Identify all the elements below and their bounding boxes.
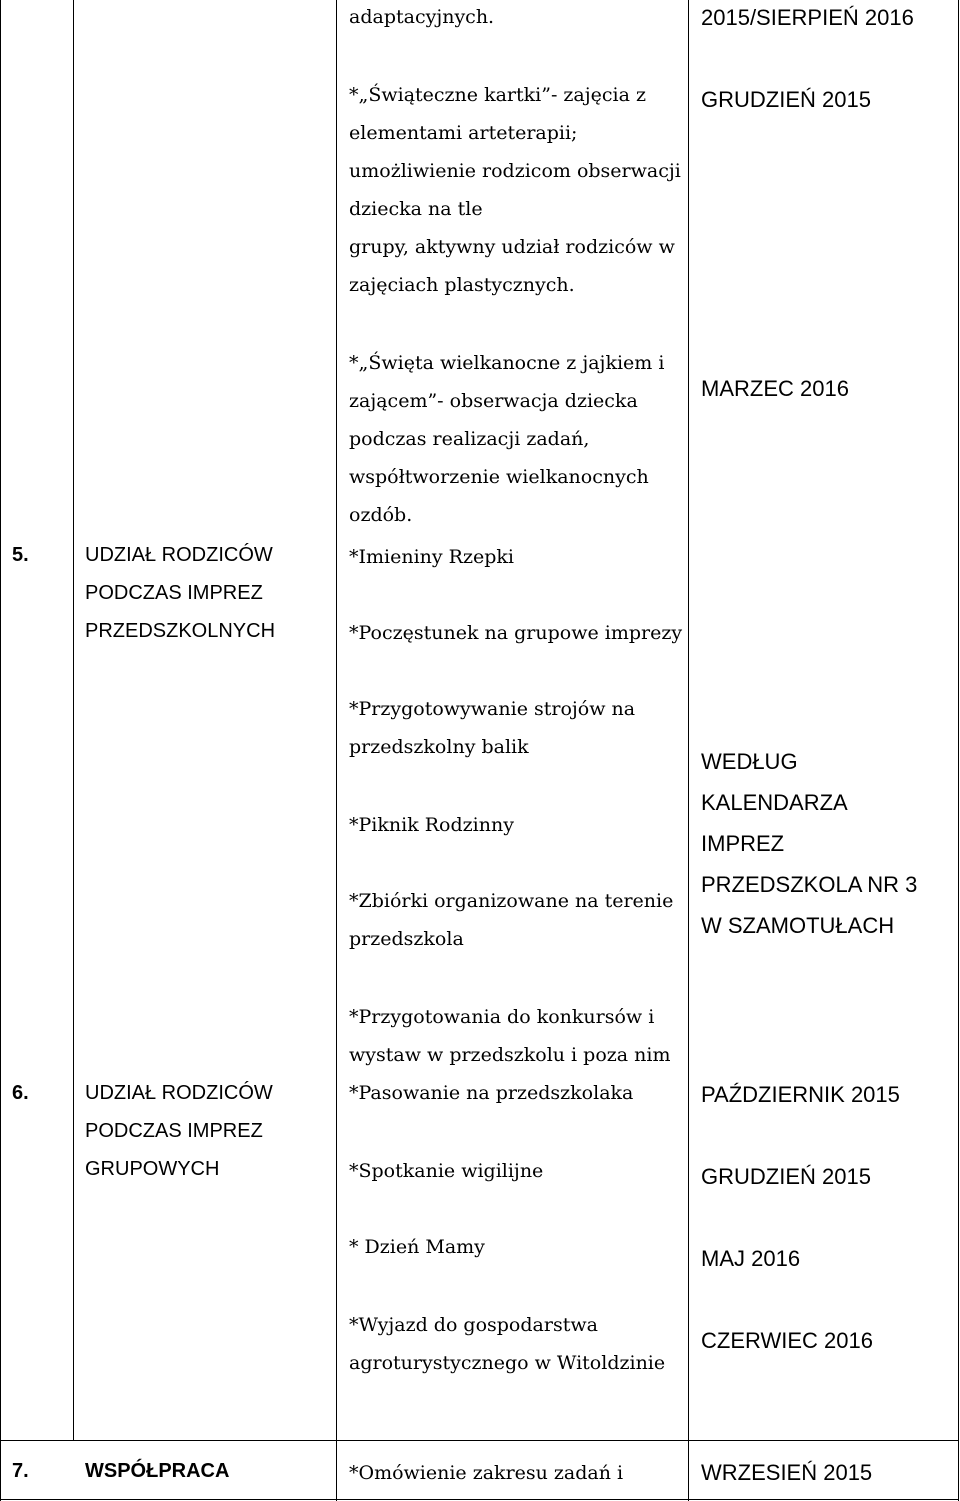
activity-line: *Poczęstunek na grupowe imprezy: [349, 622, 683, 644]
date-range-continued: 2015/SIERPIEŃ 2016: [701, 5, 914, 30]
row-number: 7.: [12, 1460, 29, 1482]
activity-date: CZERWIEC 2016: [701, 1328, 873, 1353]
activity-line: elementami arteterapii;: [349, 122, 578, 144]
activity-line: dziecka na tle: [349, 198, 483, 220]
activity-continued-text: adaptacyjnych.: [349, 6, 495, 28]
activity-line: *Zbiórki organizowane na terenie: [349, 890, 674, 912]
table-column-divider-2: [336, 0, 337, 1501]
activity-line: grupy, aktywny udział rodziców w: [349, 236, 675, 258]
activity-line: *Wyjazd do gospodarstwa: [349, 1314, 598, 1336]
row-divider-7: [0, 1440, 959, 1441]
activity-line: zającem”- obserwacja dziecka: [349, 390, 638, 412]
row-title-line: PRZEDSZKOLNYCH: [85, 620, 276, 642]
table-column-divider-3: [688, 0, 689, 1501]
activity-line: ozdób.: [349, 504, 413, 526]
activity-date: MARZEC 2016: [701, 376, 849, 401]
calendar-line: W SZAMOTUŁACH: [701, 913, 895, 938]
activity-line: *Imieniny Rzepki: [349, 546, 514, 568]
activity-date: GRUDZIEŃ 2015: [701, 87, 871, 112]
row-title-line: UDZIAŁ RODZICÓW: [85, 544, 273, 566]
activity-line: zajęciach plastycznych.: [349, 274, 575, 296]
activity-line: *Omówienie zakresu zadań i: [349, 1462, 624, 1484]
table-column-divider-1: [73, 0, 74, 1440]
row-number: 5.: [12, 544, 29, 566]
row-title-line: PODCZAS IMPREZ: [85, 1120, 263, 1142]
row-title-line: GRUPOWYCH: [85, 1158, 220, 1180]
calendar-line: KALENDARZA: [701, 790, 848, 815]
row-number: 6.: [12, 1082, 29, 1104]
row-title-line: PODCZAS IMPREZ: [85, 582, 263, 604]
table-border-bottom: [0, 1499, 959, 1500]
activity-line: wystaw w przedszkolu i poza nim: [349, 1044, 671, 1066]
table-border-right: [958, 0, 959, 1501]
activity-line: przedszkola: [349, 928, 464, 950]
activity-line: *„Świąteczne kartki”- zajęcia z: [349, 84, 646, 106]
activity-date: WRZESIEŃ 2015: [701, 1460, 873, 1485]
activity-date: MAJ 2016: [701, 1246, 801, 1271]
table-border-left: [0, 0, 1, 1501]
row-title-line: UDZIAŁ RODZICÓW: [85, 1082, 273, 1104]
activity-line: *Pasowanie na przedszkolaka: [349, 1082, 634, 1104]
activity-date: GRUDZIEŃ 2015: [701, 1164, 871, 1189]
activity-line: *„Święta wielkanocne z jajkiem i: [349, 352, 665, 374]
activity-line: współtworzenie wielkanocnych: [349, 466, 649, 488]
activity-line: podczas realizacji zadań,: [349, 428, 590, 450]
activity-line: *Przygotowania do konkursów i: [349, 1006, 655, 1028]
calendar-line: PRZEDSZKOLA NR 3: [701, 872, 918, 897]
activity-line: agroturystycznego w Witoldzinie: [349, 1352, 666, 1374]
activity-line: *Spotkanie wigilijne: [349, 1160, 544, 1182]
row-title-line: WSPÓŁPRACA: [85, 1460, 230, 1482]
activity-date: PAŹDZIERNIK 2015: [701, 1082, 900, 1107]
activity-line: umożliwienie rodzicom obserwacji: [349, 160, 681, 182]
calendar-line: IMPREZ: [701, 831, 785, 856]
activity-line: * Dzień Mamy: [349, 1236, 485, 1258]
activity-line: *Przygotowywanie strojów na: [349, 698, 636, 720]
activity-line: *Piknik Rodzinny: [349, 814, 514, 836]
calendar-line: WEDŁUG: [701, 749, 798, 774]
activity-line: przedszkolny balik: [349, 736, 529, 758]
